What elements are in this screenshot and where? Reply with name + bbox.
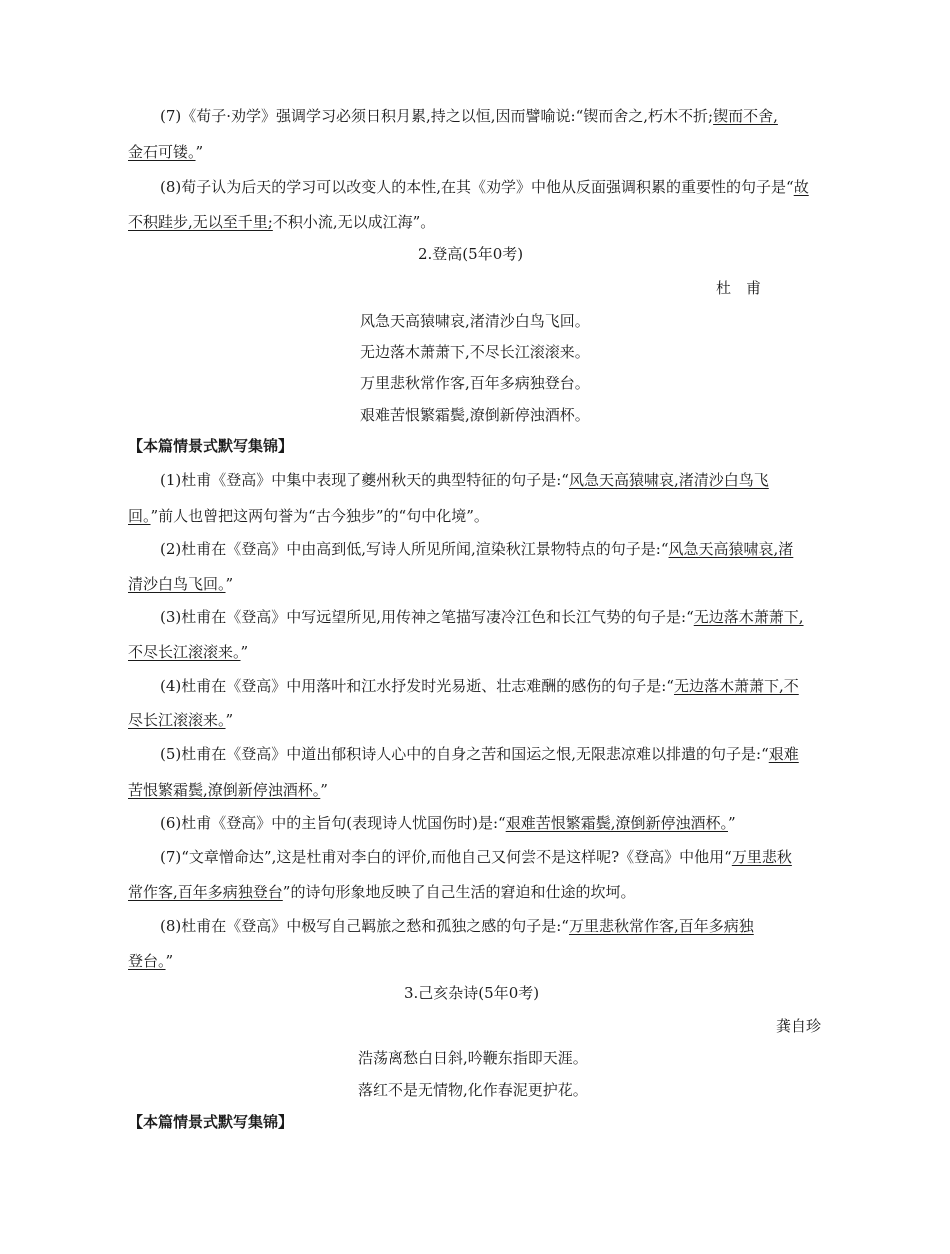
p2-q4-line1 [160,676,799,696]
p2-q3-answer-part2: 不尽长江滚滚来。 [128,643,241,661]
poem2-title: 2.登高(5年0考) [418,245,524,263]
p2-q4-answer-part1: 无边落木萧萧下,不 [673,677,799,695]
p2-q7-answer-part1: 万里悲秋 [731,848,792,866]
poem3-line-1: 浩荡离愁白日斜,吟鞭东指即天涯。 [358,1049,588,1067]
p2-q4-close: ” [225,711,234,729]
p2-q3-line2 [128,642,248,662]
p2-q8-line2 [128,951,173,971]
p2-q7-line1 [160,847,792,867]
p2-q3-text: (3)杜甫在《登高》中写远望所见,用传神之笔描写凄冷江色和长江气势的句子是:“ [160,608,694,626]
s1-q7-answer-part1: 锲而不舍, [713,107,778,125]
p2-q4-answer-part2: 尽长江滚滚来。 [128,711,226,729]
s1-q7-close: ” [195,143,204,161]
p2-q7-answer-part2: 常作客,百年多病独登台 [128,883,283,901]
s1-q8-line1 [160,177,809,197]
poem3-author: 龚自珍 [776,1017,822,1035]
p2-q6-line [160,813,736,833]
poem2-heading: 【本篇情景式默写集锦】 [128,437,294,455]
poem3-title: 3.己亥杂诗(5年0考) [404,984,540,1002]
p2-q1-answer-part2: 回。 [128,507,151,525]
p2-q5-line2 [128,780,328,800]
p2-q7-text: (7)“文章憎命达”,这是杜甫对李白的评价,而他自己又何尝不是这样呢?《登高》中他用“ [160,848,732,866]
p2-q6-close: ” [727,814,736,832]
p2-q2-close: ” [225,575,234,593]
poem2-line-1: 风急天高猿啸哀,渚清沙白鸟飞回。 [360,312,590,330]
p2-q2-line2 [128,574,233,594]
s1-q7-line2 [128,142,203,162]
poem2-line-2: 无边落木萧萧下,不尽长江滚滚来。 [360,343,590,361]
poem2-line-4: 艰难苦恨繁霜鬓,潦倒新停浊酒杯。 [360,406,590,424]
p2-q3-line1 [160,607,804,627]
p2-q8-line1 [160,916,754,936]
poem2-author: 杜 甫 [716,279,762,297]
p2-q2-answer-part1: 风急天高猿啸哀,渚 [668,540,794,558]
p2-q5-text: (5)杜甫在《登高》中道出郁积诗人心中的自身之苦和国运之恨,无限悲凉难以排遣的句子是:“ [160,745,769,763]
p2-q6-text: (6)杜甫《登高》中的主旨句(表现诗人忧国伤时)是:“ [160,814,506,832]
poem3-heading: 【本篇情景式默写集锦】 [128,1113,294,1131]
p2-q3-answer-part1: 无边落木萧萧下, [693,608,804,626]
p2-q6-answer: 艰难苦恨繁霜鬓,潦倒新停浊酒杯。 [505,814,728,832]
p2-q8-answer-part1: 万里悲秋常作客,百年多病独 [568,917,754,935]
p2-q2-text: (2)杜甫在《登高》中由高到低,写诗人所见所闻,渲染秋江景物特点的句子是:“ [160,540,669,558]
p2-q2-line1 [160,539,793,559]
s1-q8-answer-part1: 故 [793,178,809,196]
p2-q5-answer-part2: 苦恨繁霜鬓,潦倒新停浊酒杯。 [128,781,321,799]
s1-q7-text: (7)《荀子·劝学》强调学习必须日积月累,持之以恒,因而譬喻说:“锲而舍之,朽木不折; [160,107,714,125]
p2-q8-close: ” [165,952,174,970]
p2-q1-line2 [128,506,489,526]
p2-q8-text: (8)杜甫在《登高》中极写自己羁旅之愁和孤独之感的句子是:“ [160,917,569,935]
p2-q5-answer-part1: 艰难 [768,745,799,763]
s1-q8-line2 [128,212,435,232]
p2-q4-line2 [128,710,233,730]
poem2-line-3: 万里悲秋常作客,百年多病独登台。 [360,374,590,392]
s1-q7-line1 [160,106,778,126]
p2-q5-close: ” [320,781,328,799]
p2-q1-line1 [160,470,769,490]
p2-q5-line1 [160,744,799,764]
p2-q2-answer-part2: 清沙白鸟飞回。 [128,575,226,593]
p2-q1-text: (1)杜甫《登高》中集中表现了夔州秋天的典型特征的句子是:“ [160,471,569,489]
s1-q8-text: (8)荀子认为后天的学习可以改变人的本性,在其《劝学》中他从反面强调积累的重要性的句子是“ [160,178,794,196]
p2-q1-close: ”前人也曾把这两句誉为“古今独步”的“句中化境”。 [150,507,489,525]
p2-q7-line2 [128,882,635,902]
s1-q8-answer-part2: 不积跬步,无以至千里; [128,213,273,231]
p2-q4-text: (4)杜甫在《登高》中用落叶和江水抒发时光易逝、壮志难酬的感伤的句子是:“ [160,677,674,695]
s1-q7-answer-part2: 金石可镂。 [128,143,196,161]
p2-q7-close: ”的诗句形象地反映了自己生活的窘迫和仕途的坎坷。 [282,883,636,901]
poem3-line-2: 落红不是无情物,化作春泥更护花。 [358,1081,588,1099]
p2-q8-answer-part2: 登台。 [128,952,166,970]
s1-q8-close: 不积小流,无以成江海”。 [272,213,436,231]
p2-q3-close: ” [240,643,249,661]
p2-q1-answer-part1: 风急天高猿啸哀,渚清沙白鸟飞 [568,471,769,489]
